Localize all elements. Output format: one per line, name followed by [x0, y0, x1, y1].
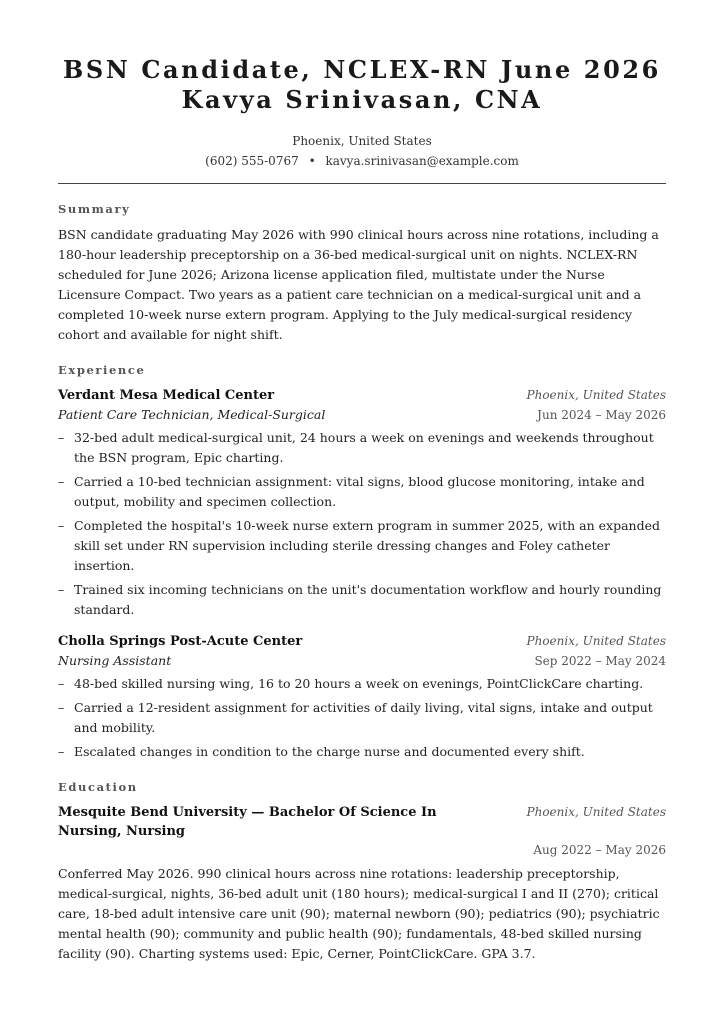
contact-line — [58, 151, 666, 171]
bullet-marker: – — [58, 676, 65, 691]
bullet-marker: – — [58, 430, 65, 445]
job-organization: Verdant Mesa Medical Center — [58, 388, 275, 403]
bullet-text: 32-bed adult medical-surgical unit, 24 hours a week on evenings and weekends throughout the BSN program, Epic charting. — [74, 430, 654, 465]
job-organization: Cholla Springs Post-Acute Center — [58, 634, 303, 649]
education-institution: Mesquite Bend University — Bachelor Of Science In Nursing, Nursing — [58, 805, 437, 839]
contact-location: Phoenix, United States — [292, 134, 432, 148]
education-location: Phoenix, United States — [526, 805, 666, 819]
section-title-experience: Experience — [58, 363, 146, 377]
job-bullet — [58, 428, 666, 468]
bullet-marker: – — [58, 474, 65, 489]
job-entry — [58, 386, 666, 620]
job-bullet — [58, 698, 666, 738]
bullet-marker: – — [58, 700, 65, 715]
job-entry — [58, 632, 666, 762]
header-divider — [58, 183, 666, 184]
bullet-text: Escalated changes in condition to the charge nurse and documented every shift. — [74, 744, 585, 759]
job-bullet — [58, 516, 666, 576]
bullet-marker: – — [58, 744, 65, 759]
experience-section — [58, 363, 666, 762]
job-bullet — [58, 580, 666, 620]
bullet-marker: – — [58, 582, 65, 597]
candidate-name: BSN Candidate, NCLEX-RN June 2026 Kavya Srinivasan, CNA — [63, 55, 661, 114]
education-section — [58, 780, 666, 964]
job-bullets — [58, 428, 666, 620]
contact-phone: (602) 555-0767 — [205, 154, 299, 168]
bullet-text: Completed the hospital's 10-week nurse extern program in summer 2025, with an expanded skill set under RN supervision including sterile dressing changes and Foley catheter insertion. — [74, 518, 660, 573]
contact-separator: • — [308, 154, 316, 168]
job-bullet — [58, 674, 666, 694]
job-bullets — [58, 674, 666, 762]
job-dates: Jun 2024 – May 2026 — [537, 408, 666, 422]
job-bullet — [58, 742, 666, 762]
summary-text: BSN candidate graduating May 2026 with 990 clinical hours across nine rotations, including a 180-hour leadership preceptorship on a 36-bed medical-surgical unit on nights. NCLEX-RN scheduled for June 2026; Arizona license application filed, multistate under the Nurse Licensure Compact. Two years as a patient care technician on a medical-surgical unit and a completed 10-week nurse extern program. Applying to the July medical-surgical residency cohort and available for night shift. — [58, 227, 659, 342]
bullet-text: Trained six incoming technicians on the unit's documentation workflow and hourly rounding standard. — [74, 582, 662, 617]
education-dates: Aug 2022 – May 2026 — [533, 843, 666, 857]
job-bullet — [58, 472, 666, 512]
section-title-summary: Summary — [58, 202, 131, 216]
job-role: Patient Care Technician, Medical-Surgical — [58, 407, 326, 422]
education-details: Conferred May 2026. 990 clinical hours across nine rotations: leadership preceptorship, medical-surgical, nights, 36-bed adult unit (180 hours); medical-surgical I and II (270); critical care, 18-bed adult intensive care unit (90); maternal newborn (90); pediatrics (90); psychiatric mental health (90); community and public health (90); fundamentals, 48-bed skilled nursing facility (90). Charting systems used: Epic, Cerner, PointClickCare. GPA 3.7. — [58, 866, 660, 961]
job-location: Phoenix, United States — [526, 634, 666, 648]
job-role: Nursing Assistant — [58, 653, 172, 668]
resume-header — [58, 55, 666, 171]
job-location: Phoenix, United States — [526, 388, 666, 402]
bullet-text: 48-bed skilled nursing wing, 16 to 20 hours a week on evenings, PointClickCare charting. — [74, 676, 644, 691]
bullet-text: Carried a 10-bed technician assignment: vital signs, blood glucose monitoring, intake and output, mobility and specimen collection. — [74, 474, 645, 509]
bullet-text: Carried a 12-resident assignment for activities of daily living, vital signs, intake and output and mobility. — [74, 700, 653, 735]
bullet-marker: – — [58, 518, 65, 533]
job-dates: Sep 2022 – May 2024 — [534, 654, 666, 668]
summary-section — [58, 202, 666, 345]
section-title-education: Education — [58, 780, 138, 794]
contact-email[interactable]: kavya.srinivasan@example.com — [325, 154, 519, 168]
